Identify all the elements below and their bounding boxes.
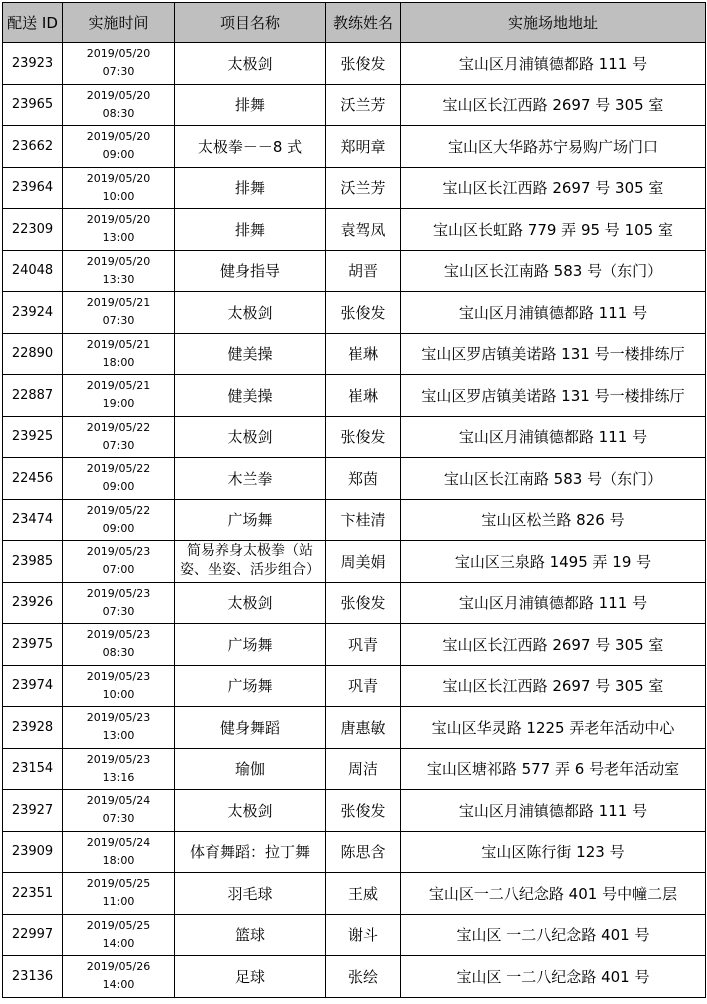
- clock-text: 13:00: [102, 729, 135, 743]
- date-text: 2019/05/23: [86, 752, 151, 766]
- date-text: 2019/05/22: [86, 503, 151, 517]
- time-cell: [63, 416, 175, 458]
- clock-text: 09:00: [102, 148, 135, 162]
- time-cell: [63, 333, 175, 375]
- delivery-id-cell: 23965: [3, 84, 63, 126]
- header-coach: 教练姓名: [326, 3, 401, 43]
- delivery-id-cell: 22890: [3, 333, 63, 375]
- date-text: 2019/05/25: [86, 877, 151, 891]
- date-text: 2019/05/23: [86, 628, 151, 642]
- delivery-id-cell: 23975: [3, 624, 63, 666]
- coach-cell: 张俊发: [326, 292, 401, 334]
- header-row: [3, 3, 706, 43]
- delivery-id-cell: 23136: [3, 956, 63, 998]
- address-cell: 宝山区长江西路 2697 号 305 室: [401, 167, 706, 209]
- project-cell: 太极剑: [175, 43, 326, 85]
- project-cell: 排舞: [175, 167, 326, 209]
- project-cell: 太极剑: [175, 292, 326, 334]
- date-text: 2019/05/21: [86, 296, 151, 310]
- table-row: [3, 416, 706, 458]
- table-header: [3, 3, 706, 43]
- header-time: 实施时间: [63, 3, 175, 43]
- delivery-id-cell: 23985: [3, 541, 63, 583]
- table-row: [3, 458, 706, 500]
- clock-text: 13:00: [102, 231, 135, 245]
- address-cell: 宝山区一二八纪念路 401 号中幢二层: [401, 873, 706, 915]
- clock-text: 13:30: [102, 272, 135, 286]
- table-row: [3, 292, 706, 334]
- schedule-table: [2, 2, 706, 998]
- delivery-id-cell: 22997: [3, 914, 63, 956]
- clock-text: 11:00: [102, 895, 135, 909]
- project-cell: 羽毛球: [175, 873, 326, 915]
- table-row: [3, 541, 706, 583]
- table-row: [3, 375, 706, 417]
- project-cell: 太极剑: [175, 582, 326, 624]
- table-row: [3, 831, 706, 873]
- delivery-id-cell: 23926: [3, 582, 63, 624]
- clock-text: 14:00: [102, 978, 135, 992]
- date-text: 2019/05/20: [86, 47, 151, 61]
- coach-cell: 郑明章: [326, 126, 401, 168]
- project-cell: 排舞: [175, 84, 326, 126]
- clock-text: 08:30: [102, 106, 135, 120]
- address-cell: 宝山区华灵路 1225 弄老年活动中心: [401, 707, 706, 749]
- address-cell: 宝山区月浦镇德都路 111 号: [401, 416, 706, 458]
- clock-text: 07:30: [102, 65, 135, 79]
- project-cell: 简易养身太极拳（站姿、坐姿、活步组合）: [175, 541, 326, 583]
- coach-cell: 巩青: [326, 665, 401, 707]
- address-cell: 宝山区大华路苏宁易购广场门口: [401, 126, 706, 168]
- project-cell: 排舞: [175, 209, 326, 251]
- table-row: [3, 914, 706, 956]
- date-text: 2019/05/23: [86, 545, 151, 559]
- time-cell: [63, 167, 175, 209]
- coach-cell: 郑茵: [326, 458, 401, 500]
- clock-text: 07:30: [102, 314, 135, 328]
- address-cell: 宝山区月浦镇德都路 111 号: [401, 43, 706, 85]
- time-cell: [63, 956, 175, 998]
- address-cell: 宝山区罗店镇美诺路 131 号一楼排练厅: [401, 375, 706, 417]
- project-cell: 太极拳－－8 式: [175, 126, 326, 168]
- time-cell: [63, 292, 175, 334]
- project-cell: 广场舞: [175, 624, 326, 666]
- project-cell: 体育舞蹈：拉丁舞: [175, 831, 326, 873]
- date-text: 2019/05/22: [86, 420, 151, 434]
- time-cell: [63, 748, 175, 790]
- table-row: [3, 126, 706, 168]
- coach-cell: 张俊发: [326, 582, 401, 624]
- address-cell: 宝山区长江西路 2697 号 305 室: [401, 624, 706, 666]
- project-cell: 广场舞: [175, 499, 326, 541]
- delivery-id-cell: 23928: [3, 707, 63, 749]
- project-cell: 木兰拳: [175, 458, 326, 500]
- project-cell: 足球: [175, 956, 326, 998]
- project-cell: 太极剑: [175, 416, 326, 458]
- date-text: 2019/05/20: [86, 213, 151, 227]
- coach-cell: 胡晋: [326, 250, 401, 292]
- clock-text: 07:30: [102, 604, 135, 618]
- table-row: [3, 790, 706, 832]
- time-cell: [63, 43, 175, 85]
- project-cell: 太极剑: [175, 790, 326, 832]
- address-cell: 宝山区三泉路 1495 弄 19 号: [401, 541, 706, 583]
- table-row: [3, 333, 706, 375]
- clock-text: 10:00: [102, 687, 135, 701]
- clock-text: 07:00: [102, 563, 135, 577]
- header-address: 实施场地地址: [401, 3, 706, 43]
- project-cell: 健身指导: [175, 250, 326, 292]
- clock-text: 08:30: [102, 646, 135, 660]
- date-text: 2019/05/20: [86, 88, 151, 102]
- table-row: [3, 873, 706, 915]
- table-row: [3, 209, 706, 251]
- address-cell: 宝山区陈行街 123 号: [401, 831, 706, 873]
- coach-cell: 谢斗: [326, 914, 401, 956]
- date-text: 2019/05/21: [86, 337, 151, 351]
- date-text: 2019/05/20: [86, 130, 151, 144]
- time-cell: [63, 209, 175, 251]
- coach-cell: 卞桂清: [326, 499, 401, 541]
- delivery-id-cell: 23925: [3, 416, 63, 458]
- delivery-id-cell: 22351: [3, 873, 63, 915]
- delivery-id-cell: 22887: [3, 375, 63, 417]
- table-row: [3, 250, 706, 292]
- coach-cell: 沃兰芳: [326, 167, 401, 209]
- address-cell: 宝山区月浦镇德都路 111 号: [401, 582, 706, 624]
- coach-cell: 袁驾凤: [326, 209, 401, 251]
- table-row: [3, 748, 706, 790]
- delivery-id-cell: 23974: [3, 665, 63, 707]
- table-row: [3, 167, 706, 209]
- clock-text: 18:00: [102, 853, 135, 867]
- coach-cell: 沃兰芳: [326, 84, 401, 126]
- address-cell: 宝山区长江西路 2697 号 305 室: [401, 84, 706, 126]
- coach-cell: 张俊发: [326, 790, 401, 832]
- time-cell: [63, 458, 175, 500]
- delivery-id-cell: 23474: [3, 499, 63, 541]
- coach-cell: 唐惠敏: [326, 707, 401, 749]
- table-row: [3, 499, 706, 541]
- address-cell: 宝山区松兰路 826 号: [401, 499, 706, 541]
- project-cell: 篮球: [175, 914, 326, 956]
- date-text: 2019/05/23: [86, 586, 151, 600]
- date-text: 2019/05/20: [86, 254, 151, 268]
- date-text: 2019/05/24: [86, 835, 151, 849]
- clock-text: 10:00: [102, 189, 135, 203]
- coach-cell: 周洁: [326, 748, 401, 790]
- time-cell: [63, 790, 175, 832]
- address-cell: 宝山区月浦镇德都路 111 号: [401, 790, 706, 832]
- project-cell: 广场舞: [175, 665, 326, 707]
- table-body: [3, 43, 706, 998]
- coach-cell: 崔琳: [326, 333, 401, 375]
- time-cell: [63, 541, 175, 583]
- address-cell: 宝山区 一二八纪念路 401 号: [401, 956, 706, 998]
- time-cell: [63, 250, 175, 292]
- date-text: 2019/05/26: [86, 960, 151, 974]
- clock-text: 09:00: [102, 521, 135, 535]
- delivery-id-cell: 23964: [3, 167, 63, 209]
- header-project: 项目名称: [175, 3, 326, 43]
- address-cell: 宝山区长江西路 2697 号 305 室: [401, 665, 706, 707]
- time-cell: [63, 665, 175, 707]
- address-cell: 宝山区月浦镇德都路 111 号: [401, 292, 706, 334]
- address-cell: 宝山区长虹路 779 弄 95 号 105 室: [401, 209, 706, 251]
- clock-text: 07:30: [102, 812, 135, 826]
- table-row: [3, 582, 706, 624]
- coach-cell: 张俊发: [326, 416, 401, 458]
- date-text: 2019/05/23: [86, 669, 151, 683]
- date-text: 2019/05/24: [86, 794, 151, 808]
- date-text: 2019/05/25: [86, 918, 151, 932]
- delivery-id-cell: 22309: [3, 209, 63, 251]
- project-cell: 健身舞蹈: [175, 707, 326, 749]
- project-cell: 健美操: [175, 375, 326, 417]
- table-row: [3, 84, 706, 126]
- date-text: 2019/05/20: [86, 171, 151, 185]
- time-cell: [63, 707, 175, 749]
- time-cell: [63, 582, 175, 624]
- date-text: 2019/05/22: [86, 462, 151, 476]
- date-text: 2019/05/23: [86, 711, 151, 725]
- clock-text: 14:00: [102, 936, 135, 950]
- time-cell: [63, 126, 175, 168]
- delivery-id-cell: 24048: [3, 250, 63, 292]
- delivery-id-cell: 23154: [3, 748, 63, 790]
- table-row: [3, 43, 706, 85]
- coach-cell: 崔琳: [326, 375, 401, 417]
- delivery-id-cell: 23927: [3, 790, 63, 832]
- clock-text: 18:00: [102, 355, 135, 369]
- date-text: 2019/05/21: [86, 379, 151, 393]
- coach-cell: 张俊发: [326, 43, 401, 85]
- time-cell: [63, 375, 175, 417]
- clock-text: 13:16: [102, 770, 135, 784]
- table-row: [3, 665, 706, 707]
- delivery-id-cell: 22456: [3, 458, 63, 500]
- address-cell: 宝山区长江南路 583 号（东门）: [401, 250, 706, 292]
- time-cell: [63, 84, 175, 126]
- time-cell: [63, 914, 175, 956]
- delivery-id-cell: 23909: [3, 831, 63, 873]
- coach-cell: 王威: [326, 873, 401, 915]
- time-cell: [63, 831, 175, 873]
- address-cell: 宝山区长江南路 583 号（东门）: [401, 458, 706, 500]
- project-cell: 健美操: [175, 333, 326, 375]
- time-cell: [63, 624, 175, 666]
- time-cell: [63, 873, 175, 915]
- delivery-id-cell: 23662: [3, 126, 63, 168]
- address-cell: 宝山区罗店镇美诺路 131 号一楼排练厅: [401, 333, 706, 375]
- clock-text: 07:30: [102, 438, 135, 452]
- time-cell: [63, 499, 175, 541]
- clock-text: 09:00: [102, 480, 135, 494]
- clock-text: 19:00: [102, 397, 135, 411]
- coach-cell: 张绘: [326, 956, 401, 998]
- table-row: [3, 707, 706, 749]
- delivery-id-cell: 23924: [3, 292, 63, 334]
- address-cell: 宝山区 一二八纪念路 401 号: [401, 914, 706, 956]
- table-row: [3, 956, 706, 998]
- header-delivery-id: 配送 ID: [3, 3, 63, 43]
- delivery-id-cell: 23923: [3, 43, 63, 85]
- coach-cell: 陈思含: [326, 831, 401, 873]
- project-cell: 瑜伽: [175, 748, 326, 790]
- address-cell: 宝山区塘祁路 577 弄 6 号老年活动室: [401, 748, 706, 790]
- coach-cell: 巩青: [326, 624, 401, 666]
- table-row: [3, 624, 706, 666]
- coach-cell: 周美娟: [326, 541, 401, 583]
